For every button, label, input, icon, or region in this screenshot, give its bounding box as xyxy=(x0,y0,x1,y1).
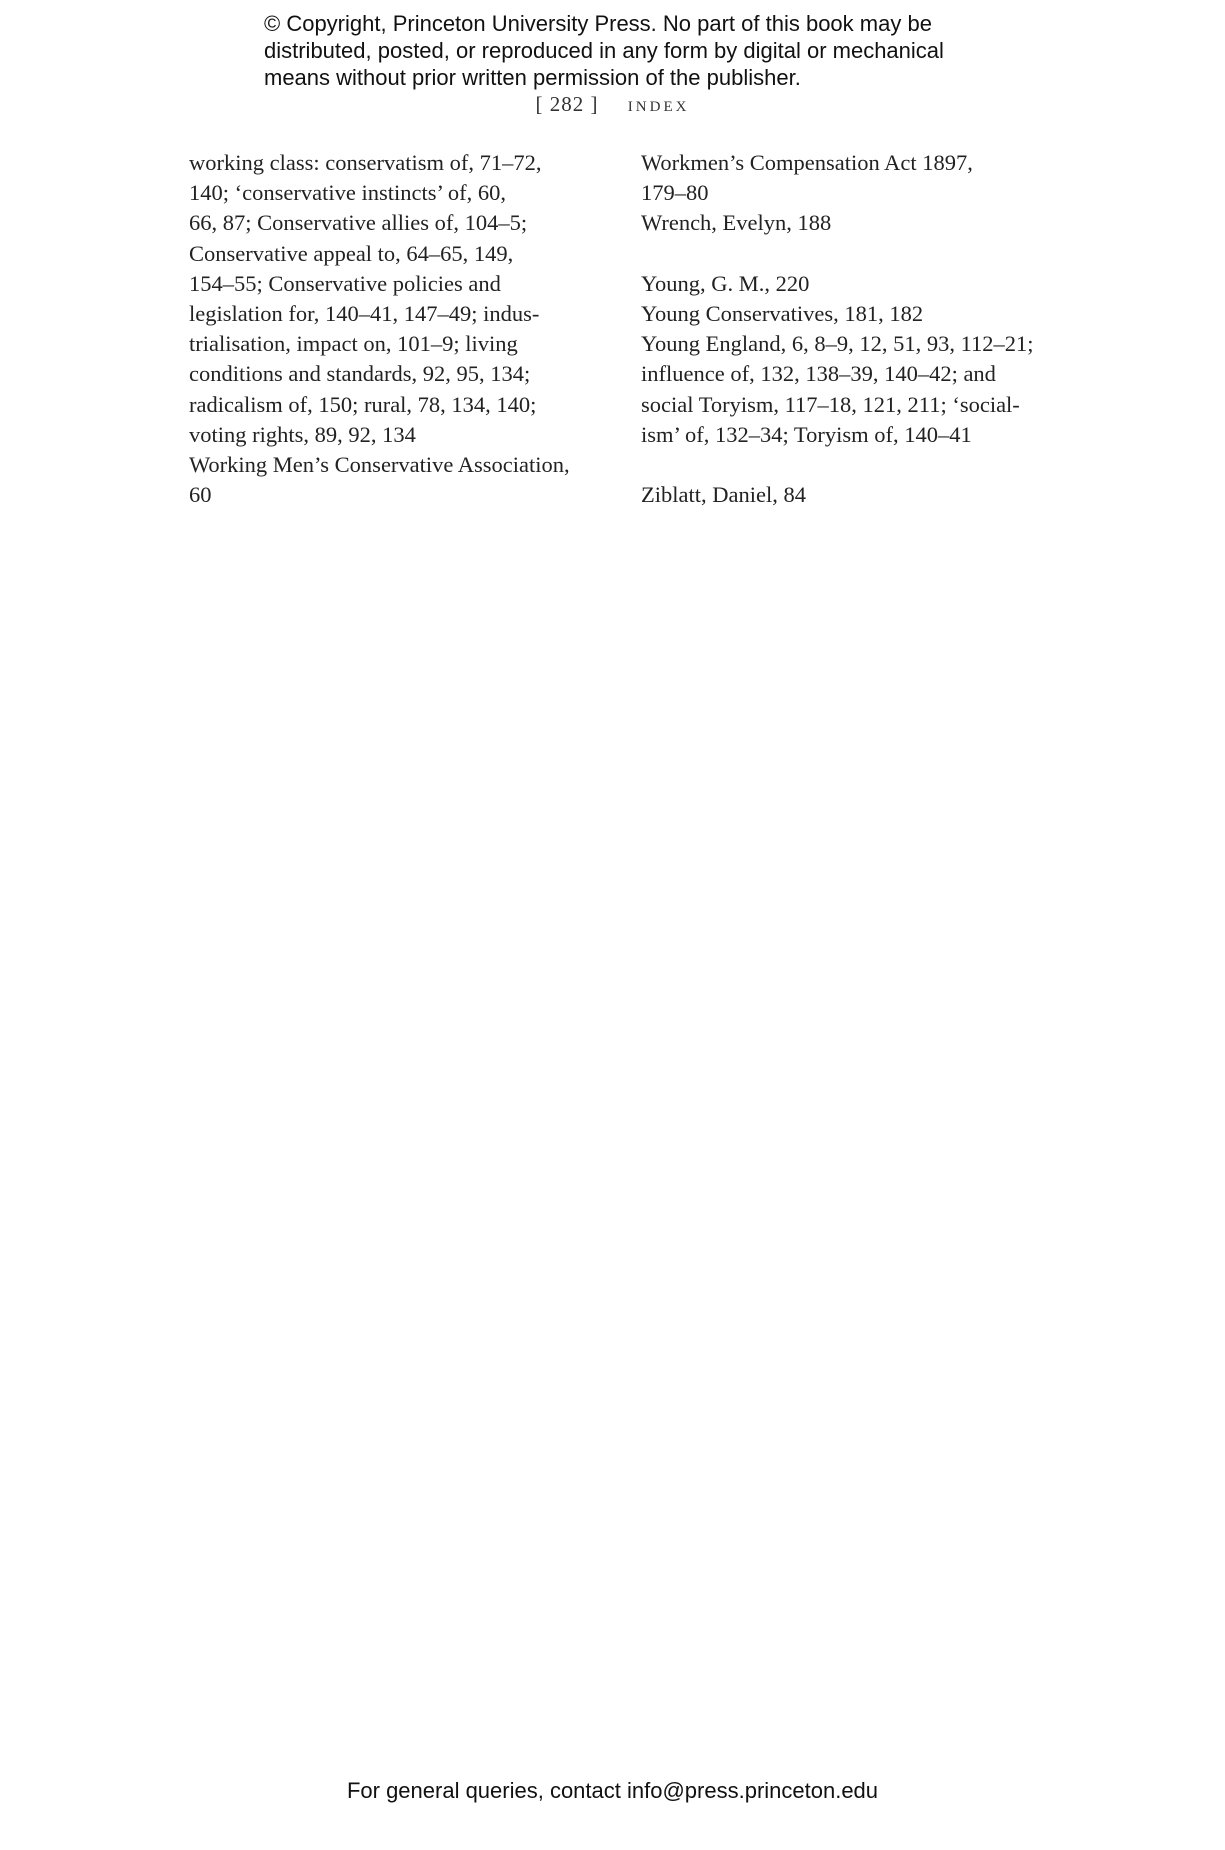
entry-line: Young England, 6, 8–9, 12, 51, 93, 112–21; xyxy=(641,331,1034,357)
index-column-right xyxy=(641,148,1061,510)
entry-line: 140; ‘conservative instincts’ of, 60, xyxy=(189,180,507,206)
entry-line: Working Men’s Conservative Association, xyxy=(189,452,570,478)
copyright-notice xyxy=(264,10,984,91)
footer-contact: For general queries, contact info@press.princeton.edu xyxy=(346,1778,879,1803)
entry-line: working class: conservatism of, 71–72, xyxy=(189,150,542,175)
entry-line: voting rights, 89, 92, 134 xyxy=(189,421,416,447)
entry-line: 154–55; Conservative policies and xyxy=(189,270,501,296)
letter-group-gap xyxy=(641,450,1061,480)
index-entry-young-conservatives xyxy=(641,299,1061,329)
entry-line: Ziblatt, Daniel, 84 xyxy=(641,482,806,508)
entry-line: trialisation, impact on, 101–9; living xyxy=(189,331,518,357)
entry-line: Conservative appeal to, 64–65, 149, xyxy=(189,240,514,266)
index-entry-young-england xyxy=(641,329,1061,450)
copyright-line: distributed, posted, or reproduced in any form by digital or mechanical xyxy=(264,38,944,63)
entry-line: influence of, 132, 138–39, 140–42; and xyxy=(641,361,996,387)
entry-line: radicalism of, 150; rural, 78, 134, 140; xyxy=(189,391,537,417)
index-entry-workmens-compensation xyxy=(641,148,1061,208)
index-entry-working-class xyxy=(189,148,609,450)
index-entry-wrench xyxy=(641,208,1061,238)
entry-line: Young Conservatives, 181, 182 xyxy=(641,301,924,326)
entry-line: ism’ of, 132–34; Toryism of, 140–41 xyxy=(641,421,972,447)
copyright-line: © Copyright, Princeton University Press. No part of this book may be xyxy=(264,11,932,36)
index-column-left xyxy=(189,148,609,510)
entry-line: 66, 87; Conservative allies of, 104–5; xyxy=(189,210,528,236)
section-title: index xyxy=(627,92,690,116)
entry-line: conditions and standards, 92, 95, 134; xyxy=(189,361,531,387)
running-head xyxy=(0,92,1225,117)
entry-line: social Toryism, 117–18, 121, 211; ‘social- xyxy=(641,391,1020,417)
index-entry-ziblatt xyxy=(641,480,1061,510)
entry-line: Young, G. M., 220 xyxy=(641,270,810,296)
entry-line: 60 xyxy=(189,482,212,508)
entry-line: Wrench, Evelyn, 188 xyxy=(641,210,832,236)
index-entry-young-gm xyxy=(641,269,1061,299)
letter-group-gap xyxy=(641,239,1061,269)
entry-line: Workmen’s Compensation Act 1897, xyxy=(641,150,973,175)
copyright-line: means without prior written permission of the publisher. xyxy=(264,65,801,90)
page-number: [ 282 ] xyxy=(535,92,599,116)
index-entry-working-mens-association xyxy=(189,450,609,510)
entry-line: legislation for, 140–41, 147–49; indus- xyxy=(189,301,540,327)
entry-line: 179–80 xyxy=(641,180,709,206)
